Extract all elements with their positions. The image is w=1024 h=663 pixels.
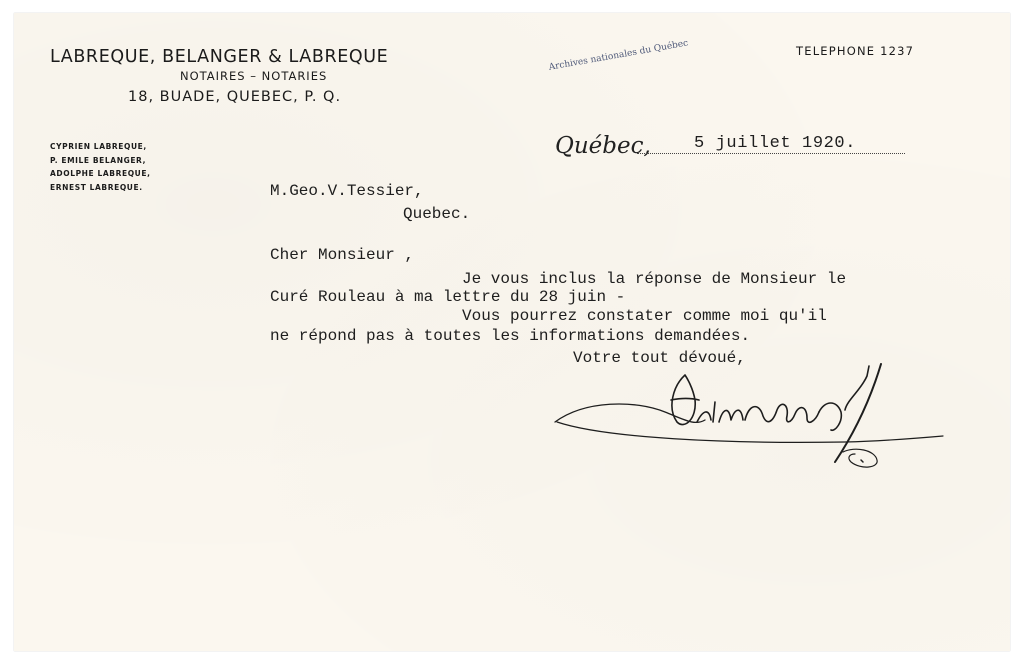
body-line: ne répond pas à toutes les informations demandées.	[270, 327, 751, 345]
dateline-dotted-rule	[637, 153, 905, 154]
body-line: Curé Rouleau à ma lettre du 28 juin -	[270, 288, 626, 306]
salutation: Cher Monsieur ,	[270, 246, 415, 264]
archive-stamp: Archives nationales du Québec	[548, 38, 689, 73]
closing: Votre tout dévoué,	[573, 349, 746, 367]
partner-name: CYPRIEN LABREQUE,	[50, 142, 147, 151]
body-line: Je vous inclus la réponse de Monsieur le	[462, 270, 847, 288]
partner-list	[50, 140, 151, 194]
signature	[545, 360, 955, 475]
recipient-city: Quebec.	[403, 205, 471, 223]
body-line: Vous pourrez constater comme moi qu'il	[462, 307, 827, 325]
dateline-date: 5 juillet 1920.	[694, 134, 857, 153]
partner-name: ADOLPHE LABREQUE,	[50, 169, 151, 178]
partner-name: P. EMILE BELANGER,	[50, 155, 147, 165]
firm-address: 18, BUADE, QUEBEC, P. Q.	[128, 89, 342, 105]
dateline-place: Québec,	[555, 133, 651, 159]
telephone: TELEPHONE 1237	[796, 44, 915, 58]
recipient-name: M.Geo.V.Tessier,	[270, 182, 424, 200]
partner-name: ERNEST LABREQUE.	[50, 182, 143, 192]
firm-name: LABREQUE, BELANGER & LABREQUE	[50, 47, 389, 67]
firm-subtitle: NOTAIRES – NOTARIES	[180, 69, 328, 83]
